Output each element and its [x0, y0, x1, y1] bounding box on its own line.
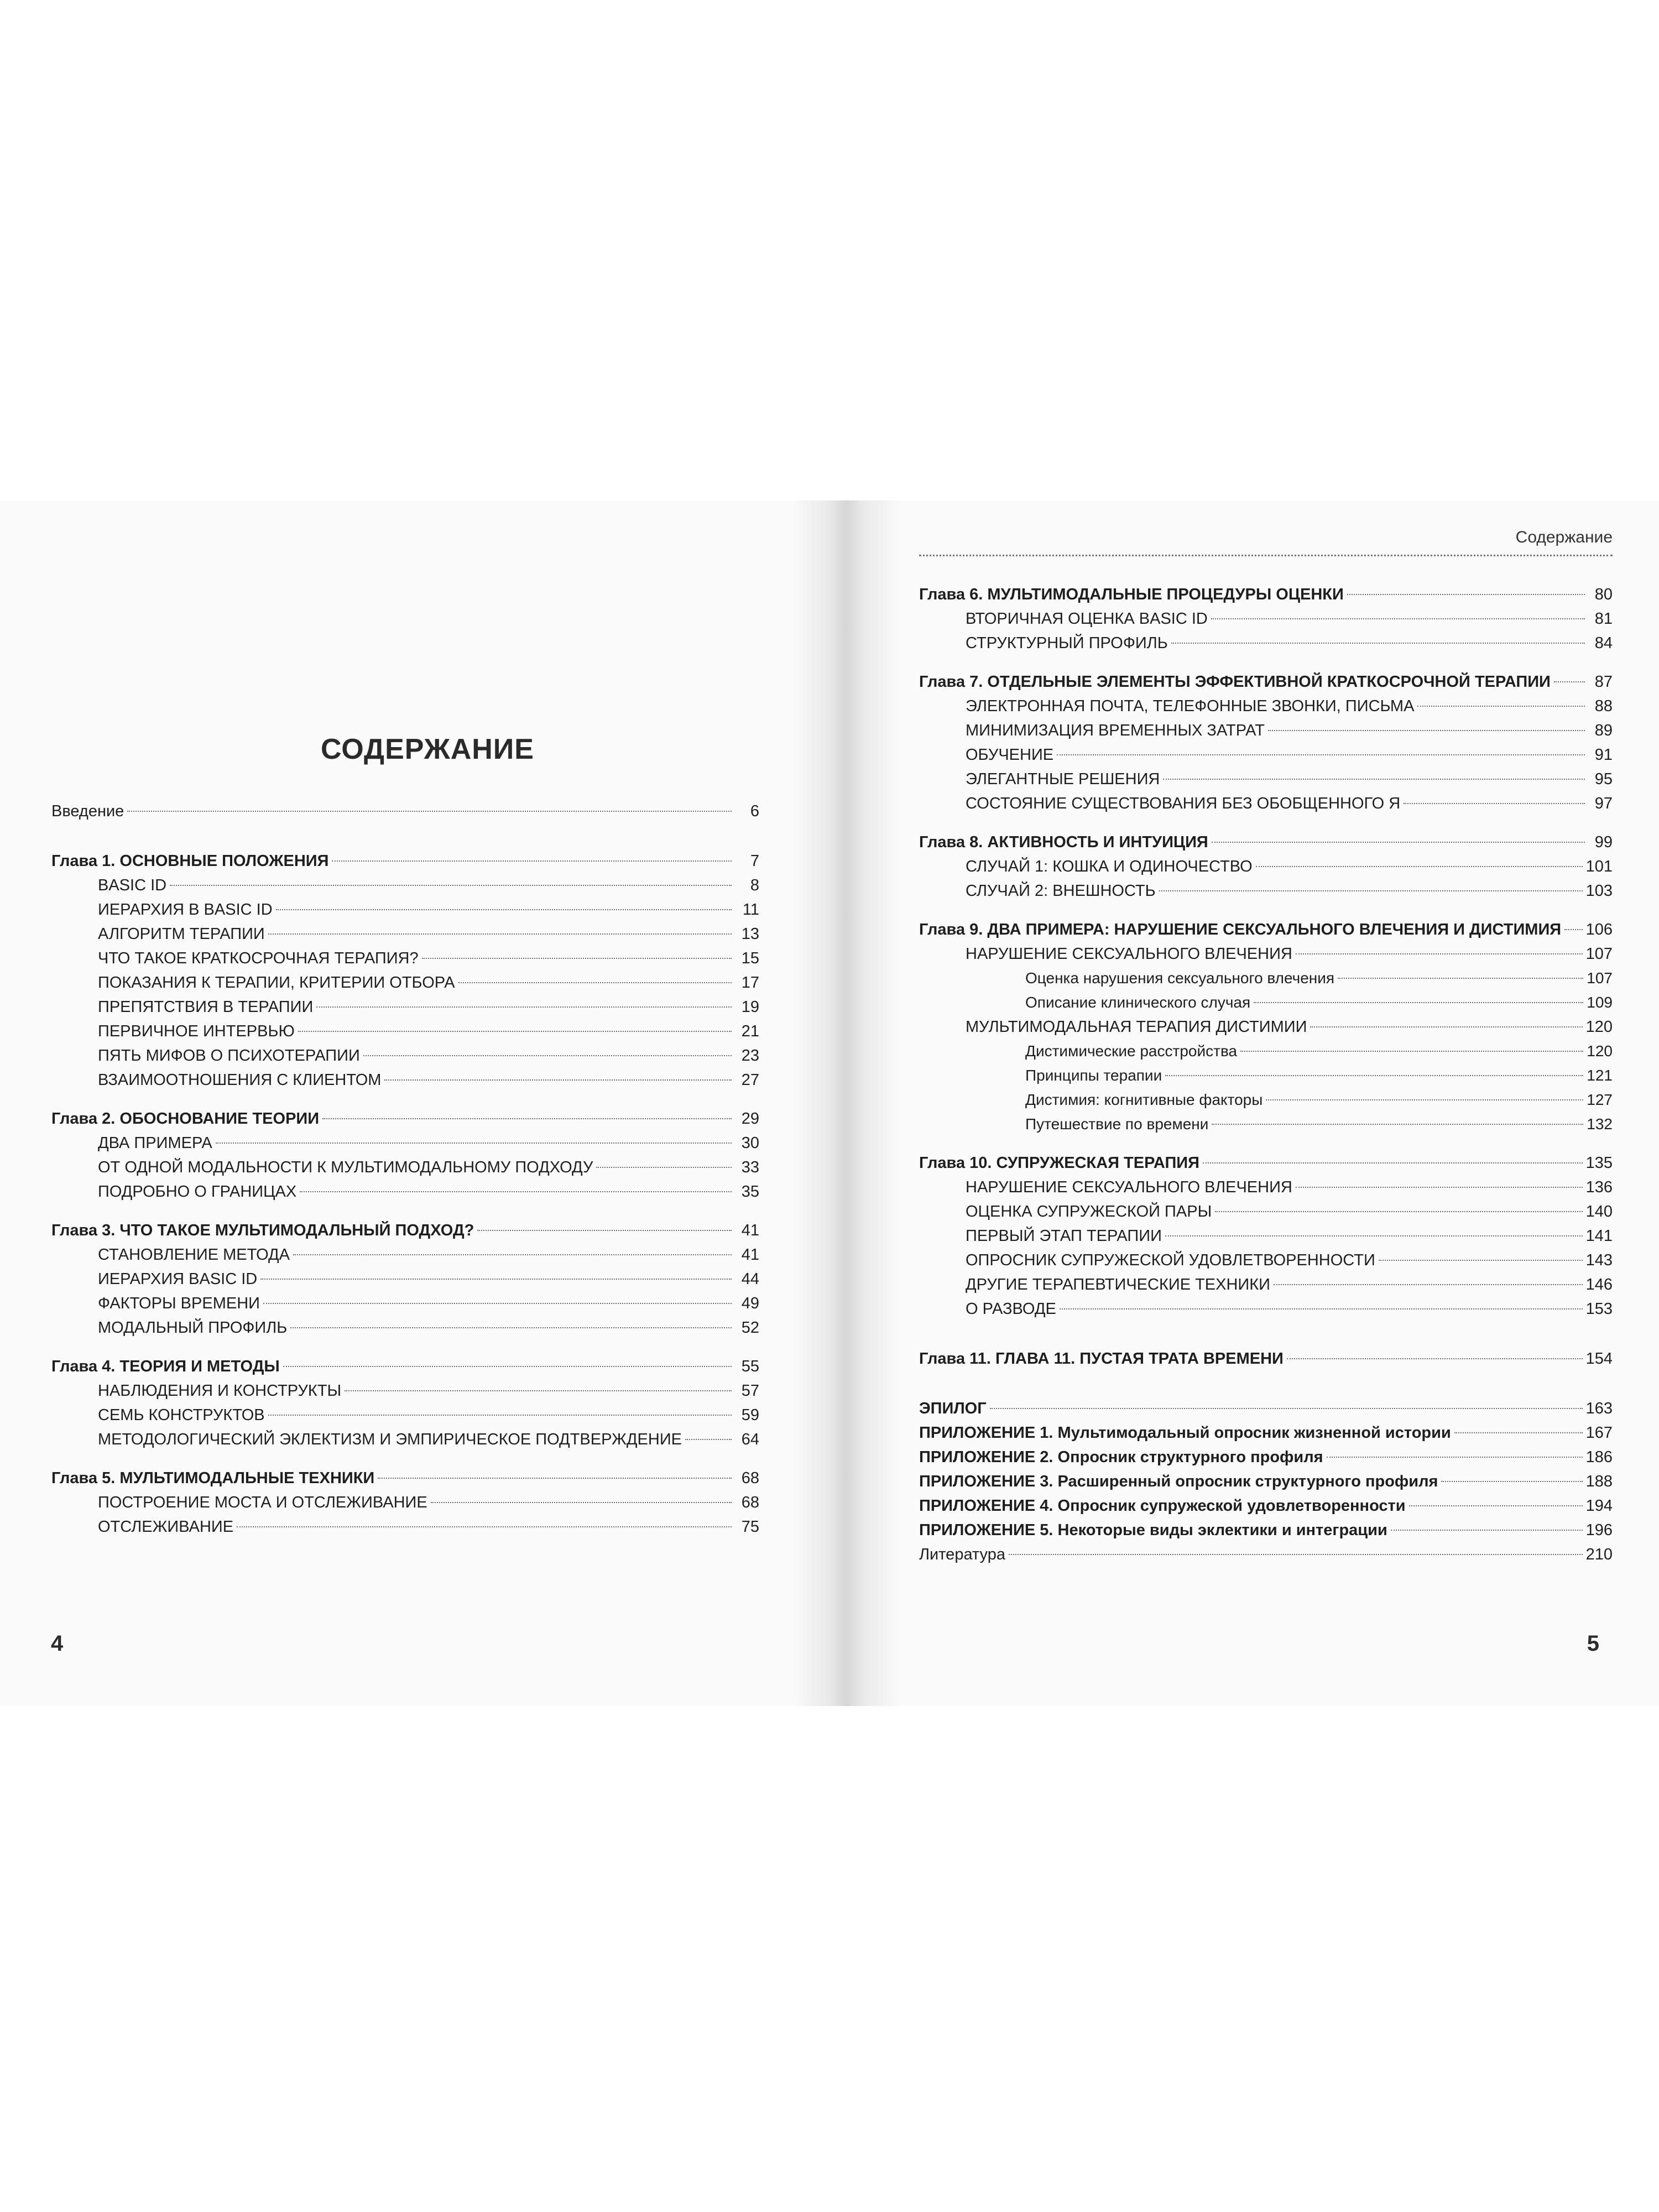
dot-leader — [290, 1327, 732, 1328]
toc-entry — [51, 1155, 759, 1180]
toc-entry-title: Дистимия: когнитивные факторы — [1025, 1091, 1263, 1108]
toc-entry-title: ПРИЛОЖЕНИЕ 4. Опросник супружеской удовлетворенности — [919, 1497, 1406, 1515]
toc-entry-title: ЧТО ТАКОЕ КРАТКОСРОЧНАЯ ТЕРАПИЯ? — [98, 950, 419, 967]
dot-leader — [1268, 730, 1585, 731]
toc-page-number: 57 — [741, 1382, 759, 1400]
toc-page-number: 210 — [1585, 1546, 1613, 1563]
toc-entry-title: МИНИМИЗАЦИЯ ВРЕМЕННЫХ ЗАТРАТ — [966, 722, 1265, 739]
toc-page-number: 107 — [1587, 969, 1613, 987]
toc-spacer — [51, 1092, 759, 1107]
toc-entry-title: ПРИЛОЖЕНИЕ 3. Расширенный опросник структурного профиля — [919, 1473, 1438, 1490]
toc-entry-title: ЭЛЕКТРОННАЯ ПОЧТА, ТЕЛЕФОННЫЕ ЗВОНКИ, ПИСЬМА — [966, 697, 1415, 715]
toc-entry-title: Принципы терапии — [1025, 1067, 1162, 1084]
dot-leader — [268, 933, 732, 935]
toc-page-number: 15 — [741, 950, 759, 967]
toc-page-number: 132 — [1587, 1115, 1613, 1133]
toc-entry — [51, 1068, 759, 1092]
dot-leader — [1564, 929, 1582, 930]
toc-entry-title: BASIC ID — [98, 877, 167, 894]
toc-entry-title: ПРЕПЯТСТВИЯ В ТЕРАПИИ — [98, 998, 314, 1016]
toc-chapter-entry — [919, 1494, 1613, 1518]
toc-page-number: 80 — [1594, 586, 1613, 603]
toc-entry-title: ПОСТРОЕНИЕ МОСТА И ОТСЛЕЖИВАНИЕ — [98, 1494, 427, 1511]
dot-leader — [170, 885, 732, 886]
page-title: СОДЕРЖАНИЕ — [321, 733, 534, 765]
toc-entry — [51, 946, 759, 971]
toc-chapter-entry — [919, 1421, 1613, 1445]
toc-entry — [919, 1224, 1613, 1248]
toc-entry — [919, 942, 1613, 966]
toc-entry-title: ДРУГИЕ ТЕРАПЕВТИЧЕСКИЕ ТЕХНИКИ — [966, 1276, 1271, 1293]
toc-entry-title: ИЕРАРХИЯ В BASIC ID — [98, 901, 273, 919]
dot-leader — [1165, 1235, 1583, 1237]
toc-page-number: 75 — [741, 1518, 759, 1536]
toc-entry-title: Путешествие по времени — [1025, 1115, 1209, 1133]
dot-leader — [1274, 1284, 1583, 1285]
dot-leader — [283, 1366, 732, 1367]
toc-entry — [919, 1039, 1613, 1063]
toc-entry — [919, 1088, 1613, 1112]
table-of-contents-right — [919, 582, 1613, 1567]
toc-entry-title: МУЛЬТИМОДАЛЬНАЯ ТЕРАПИЯ ДИСТИМИИ — [966, 1018, 1307, 1036]
toc-page-number: 120 — [1587, 1042, 1613, 1060]
dot-leader — [1454, 1432, 1583, 1433]
book-gutter — [791, 500, 901, 1706]
toc-chapter-entry — [51, 1107, 759, 1131]
toc-page-number: 91 — [1594, 746, 1613, 764]
page-number-right: 5 — [1587, 1631, 1599, 1656]
toc-chapter-entry — [51, 849, 759, 873]
toc-page-number: 109 — [1587, 994, 1613, 1011]
toc-page-number: 89 — [1594, 722, 1613, 739]
dot-leader — [1404, 803, 1585, 804]
dot-leader — [1409, 1505, 1583, 1506]
toc-entry — [919, 1272, 1613, 1297]
toc-chapter-entry — [919, 582, 1613, 607]
toc-entry — [51, 799, 759, 823]
toc-entry-title: СТАНОВЛЕНИЕ МЕТОДА — [98, 1246, 290, 1264]
toc-page-number: 163 — [1585, 1400, 1613, 1417]
running-head: Содержание — [1515, 528, 1613, 546]
toc-entry-title: ОТ ОДНОЙ МОДАЛЬНОСТИ К МУЛЬТИМОДАЛЬНОМУ ПОДХОДУ — [98, 1159, 593, 1176]
toc-entry-title: СЛУЧАЙ 1: КОШКА И ОДИНОЧЕСТВО — [966, 858, 1253, 875]
toc-page-number: 19 — [741, 998, 759, 1016]
toc-entry — [919, 1015, 1613, 1039]
dot-leader — [216, 1142, 732, 1144]
toc-entry-title: ПОКАЗАНИЯ К ТЕРАПИИ, КРИТЕРИИ ОТБОРА — [98, 974, 455, 992]
toc-entry-title: ПЯТЬ МИФОВ О ПСИХОТЕРАПИИ — [98, 1047, 360, 1065]
toc-entry — [51, 873, 759, 898]
toc-entry-title: Глава 6. МУЛЬТИМОДАЛЬНЫЕ ПРОЦЕДУРЫ ОЦЕНКИ — [919, 586, 1344, 603]
toc-spacer — [919, 1371, 1613, 1396]
toc-entry — [919, 1542, 1613, 1567]
toc-chapter-entry — [919, 917, 1613, 942]
toc-page-number: 68 — [741, 1469, 759, 1487]
toc-entry-title: Введение — [51, 802, 124, 820]
toc-page-number: 11 — [742, 901, 759, 919]
dot-leader — [1163, 779, 1585, 780]
toc-entry — [919, 1175, 1613, 1199]
toc-chapter-entry — [51, 1354, 759, 1379]
toc-spacer — [919, 1136, 1613, 1151]
toc-entry-title: Литература — [919, 1546, 1005, 1563]
toc-entry-title: ФАКТОРЫ ВРЕМЕНИ — [98, 1295, 260, 1312]
toc-chapter-entry — [919, 670, 1613, 694]
toc-page-number: 135 — [1585, 1154, 1613, 1172]
toc-entry-title: ПРИЛОЖЕНИЕ 5. Некоторые виды эклектики и интеграции — [919, 1521, 1387, 1539]
dot-leader — [1057, 754, 1585, 755]
toc-page-number: 101 — [1585, 858, 1613, 875]
toc-entry-title: МЕТОДОЛОГИЧЕСКИЙ ЭКЛЕКТИЗМ И ЭМПИРИЧЕСКОЕ ПОДТВЕРЖДЕНИЕ — [98, 1431, 682, 1448]
toc-page-number: 41 — [741, 1222, 759, 1239]
toc-entry-title: НАБЛЮДЕНИЯ И КОНСТРУКТЫ — [98, 1382, 342, 1400]
dot-leader — [1338, 978, 1583, 979]
toc-entry — [919, 631, 1613, 655]
toc-entry-title: Описание клинического случая — [1025, 994, 1251, 1011]
toc-page-number: 136 — [1585, 1178, 1613, 1196]
toc-entry-title: СЕМЬ КОНСТРУКТОВ — [98, 1406, 265, 1424]
toc-page-number: 140 — [1585, 1203, 1613, 1220]
page-number-left: 4 — [51, 1631, 64, 1656]
toc-entry — [919, 1297, 1613, 1321]
dot-leader — [1254, 1002, 1583, 1003]
toc-entry-title: Глава 9. ДВА ПРИМЕРА: НАРУШЕНИЕ СЕКСУАЛЬНОГО ВЛЕЧЕНИЯ И ДИСТИМИЯ — [919, 921, 1562, 938]
toc-entry-title: НАРУШЕНИЕ СЕКСУАЛЬНОГО ВЛЕЧЕНИЯ — [966, 945, 1292, 963]
toc-page-number: 35 — [741, 1183, 759, 1201]
toc-page-number: 17 — [741, 974, 759, 992]
dot-leader — [1165, 1075, 1583, 1076]
toc-entry-title: МОДАЛЬНЫЙ ПРОФИЛЬ — [98, 1319, 288, 1337]
toc-page-number: 87 — [1594, 673, 1613, 691]
toc-page-number: 188 — [1585, 1473, 1613, 1490]
dot-leader — [363, 1055, 732, 1056]
toc-page-number: 33 — [741, 1159, 759, 1176]
toc-entry — [51, 1243, 759, 1267]
toc-page-number: 107 — [1585, 945, 1613, 963]
toc-chapter-entry — [919, 1151, 1613, 1175]
toc-spacer — [919, 655, 1613, 670]
toc-entry — [51, 1379, 759, 1403]
dot-leader — [1060, 1308, 1583, 1310]
toc-entry — [51, 922, 759, 946]
toc-entry-title: СЛУЧАЙ 2: ВНЕШНОСТЬ — [966, 882, 1156, 900]
dot-leader — [1287, 1358, 1583, 1359]
toc-entry-title: СТРУКТУРНЫЙ ПРОФИЛЬ — [966, 634, 1168, 652]
toc-entry — [919, 966, 1613, 990]
toc-entry — [919, 1199, 1613, 1224]
left-page — [0, 500, 796, 1706]
toc-page-number: 95 — [1594, 770, 1613, 788]
dot-leader — [1441, 1481, 1582, 1482]
toc-page-number: 88 — [1594, 697, 1613, 715]
toc-page-number: 103 — [1585, 882, 1613, 900]
dot-leader — [431, 1502, 732, 1503]
dot-leader — [1159, 890, 1583, 891]
toc-entry — [51, 1316, 759, 1340]
toc-page-number: 146 — [1585, 1276, 1613, 1293]
toc-entry — [51, 1427, 759, 1452]
toc-entry — [51, 1019, 759, 1044]
toc-entry — [51, 1180, 759, 1204]
toc-spacer — [919, 1321, 1613, 1347]
toc-entry-title: ОТСЛЕЖИВАНИЕ — [98, 1518, 234, 1536]
toc-page-number: 194 — [1585, 1497, 1613, 1515]
toc-page-number: 186 — [1585, 1448, 1613, 1466]
header-rule — [919, 555, 1613, 556]
dot-leader — [1379, 1260, 1583, 1261]
toc-chapter-entry — [919, 1445, 1613, 1469]
toc-entry — [51, 1403, 759, 1427]
toc-page-number: 41 — [741, 1246, 759, 1264]
dot-leader — [458, 982, 732, 983]
toc-spacer — [51, 1340, 759, 1354]
dot-leader — [298, 1031, 732, 1032]
toc-page-number: 21 — [741, 1022, 759, 1040]
toc-chapter-entry — [919, 830, 1613, 854]
toc-chapter-entry — [51, 1218, 759, 1243]
dot-leader — [1171, 643, 1585, 644]
toc-entry-title: Дистимические расстройства — [1025, 1042, 1238, 1060]
toc-entry-title: Глава 3. ЧТО ТАКОЕ МУЛЬТИМОДАЛЬНЫЙ ПОДХОД? — [51, 1222, 474, 1239]
toc-entry-title: ПРИЛОЖЕНИЕ 1. Мультимодальный опросник жизненной истории — [919, 1424, 1451, 1442]
toc-entry — [51, 1131, 759, 1155]
toc-page-number: 97 — [1594, 795, 1613, 812]
toc-page-number: 29 — [741, 1110, 759, 1128]
dot-leader — [332, 860, 732, 862]
toc-entry-title: ПРИЛОЖЕНИЕ 2. Опросник структурного профиля — [919, 1448, 1323, 1466]
toc-entry — [51, 995, 759, 1019]
toc-entry — [51, 1267, 759, 1291]
toc-entry-title: Глава 4. ТЕОРИЯ И МЕТОДЫ — [51, 1358, 280, 1375]
toc-entry — [919, 1063, 1613, 1088]
toc-entry-title: ВТОРИЧНАЯ ОЦЕНКА BASIC ID — [966, 610, 1208, 628]
toc-page-number: 49 — [741, 1295, 759, 1312]
toc-page-number: 64 — [741, 1431, 759, 1448]
toc-entry — [51, 1515, 759, 1539]
toc-page-number: 44 — [741, 1270, 759, 1288]
toc-entry-title: ДВА ПРИМЕРА — [98, 1134, 212, 1152]
table-of-contents-left — [51, 799, 759, 1539]
dot-leader — [1211, 618, 1585, 619]
dot-leader — [685, 1439, 732, 1440]
toc-page-number: 153 — [1585, 1300, 1613, 1318]
toc-entry — [919, 854, 1613, 879]
toc-entry — [919, 718, 1613, 743]
toc-entry — [919, 791, 1613, 816]
toc-entry-title: ЭЛЕГАНТНЫЕ РЕШЕНИЯ — [966, 770, 1160, 788]
toc-entry-title: ЭПИЛОГ — [919, 1400, 987, 1417]
dot-leader — [345, 1390, 732, 1391]
dot-leader — [1327, 1457, 1583, 1458]
toc-entry-title: Оценка нарушения сексуального влечения — [1025, 969, 1335, 987]
dot-leader — [1296, 1187, 1583, 1188]
dot-leader — [378, 1478, 732, 1479]
toc-entry-title: СОСТОЯНИЕ СУЩЕСТВОВАНИЯ БЕЗ ОБОБЩЕННОГО Я — [966, 795, 1401, 812]
toc-entry-title: ВЗАИМООТНОШЕНИЯ С КЛИЕНТОМ — [98, 1071, 382, 1089]
dot-leader — [990, 1408, 1583, 1409]
dot-leader — [1203, 1162, 1583, 1164]
toc-page-number: 13 — [741, 925, 759, 943]
toc-page-number: 84 — [1594, 634, 1613, 652]
toc-page-number: 120 — [1585, 1018, 1613, 1036]
toc-spacer — [51, 823, 759, 849]
toc-entry-title: ПЕРВЫЙ ЭТАП ТЕРАПИИ — [966, 1227, 1162, 1245]
toc-entry-title: Глава 10. СУПРУЖЕСКАЯ ТЕРАПИЯ — [919, 1154, 1199, 1172]
dot-leader — [596, 1167, 732, 1168]
toc-page-number: 196 — [1585, 1521, 1613, 1539]
toc-entry — [51, 1490, 759, 1515]
toc-page-number: 127 — [1587, 1091, 1613, 1108]
dot-leader — [1256, 866, 1583, 867]
dot-leader — [477, 1230, 732, 1231]
dot-leader — [1240, 1051, 1583, 1052]
toc-chapter-entry — [919, 1347, 1613, 1371]
toc-entry-title: ПОДРОБНО О ГРАНИЦАХ — [98, 1183, 297, 1201]
toc-spacer — [51, 1204, 759, 1218]
toc-entry — [51, 1291, 759, 1316]
dot-leader — [316, 1006, 732, 1008]
toc-page-number: 7 — [750, 852, 759, 870]
toc-entry — [51, 1044, 759, 1068]
dot-leader — [263, 1303, 732, 1304]
toc-spacer — [51, 1452, 759, 1466]
toc-entry — [919, 990, 1613, 1015]
toc-page-number: 59 — [741, 1406, 759, 1424]
toc-entry-title: НАРУШЕНИЕ СЕКСУАЛЬНОГО ВЛЕЧЕНИЯ — [966, 1178, 1292, 1196]
toc-entry-title: Глава 1. ОСНОВНЫЕ ПОЛОЖЕНИЯ — [51, 852, 329, 870]
toc-page-number: 27 — [741, 1071, 759, 1089]
dot-leader — [127, 811, 732, 812]
dot-leader — [293, 1254, 732, 1255]
toc-entry — [919, 743, 1613, 767]
dot-leader — [260, 1279, 732, 1280]
toc-page-number: 99 — [1594, 833, 1613, 851]
toc-entry-title: ОБУЧЕНИЕ — [966, 746, 1054, 764]
toc-page-number: 52 — [741, 1319, 759, 1337]
dot-leader — [1212, 842, 1585, 843]
toc-spacer — [919, 903, 1613, 917]
toc-entry — [919, 879, 1613, 903]
toc-entry-title: АЛГОРИТМ ТЕРАПИИ — [98, 925, 265, 943]
toc-entry-title: Глава 8. АКТИВНОСТЬ И ИНТУИЦИЯ — [919, 833, 1208, 851]
toc-page-number: 30 — [741, 1134, 759, 1152]
toc-entry-title: ИЕРАРХИЯ BASIC ID — [98, 1270, 258, 1288]
dot-leader — [268, 1415, 732, 1416]
toc-page-number: 55 — [741, 1358, 759, 1375]
toc-entry — [919, 1112, 1613, 1136]
dot-leader — [1417, 706, 1585, 707]
toc-entry-title: Глава 5. МУЛЬТИМОДАЛЬНЫЕ ТЕХНИКИ — [51, 1469, 375, 1487]
dot-leader — [384, 1079, 732, 1081]
toc-entry-title: Глава 2. ОБОСНОВАНИЕ ТЕОРИИ — [51, 1110, 320, 1128]
toc-page-number: 81 — [1594, 610, 1613, 628]
toc-page-number: 143 — [1585, 1251, 1613, 1269]
dot-leader — [300, 1191, 732, 1192]
book-spread — [0, 500, 1659, 1706]
toc-page-number: 141 — [1585, 1227, 1613, 1245]
toc-chapter-entry — [919, 1518, 1613, 1542]
toc-chapter-entry — [51, 1466, 759, 1490]
dot-leader — [237, 1526, 732, 1527]
toc-entry-title: ОЦЕНКА СУПРУЖЕСКОЙ ПАРЫ — [966, 1203, 1212, 1220]
dot-leader — [422, 958, 732, 959]
dot-leader — [276, 909, 732, 910]
dot-leader — [1296, 953, 1583, 954]
toc-page-number: 121 — [1587, 1067, 1613, 1084]
toc-page-number: 8 — [750, 877, 759, 894]
toc-entry-title: ОПРОСНИК СУПРУЖЕСКОЙ УДОВЛЕТВОРЕННОСТИ — [966, 1251, 1375, 1269]
toc-page-number: 106 — [1585, 921, 1613, 938]
dot-leader — [1347, 594, 1585, 595]
dot-leader — [1266, 1099, 1583, 1100]
toc-page-number: 68 — [741, 1494, 759, 1511]
toc-page-number: 6 — [750, 802, 759, 820]
toc-entry — [919, 607, 1613, 631]
dot-leader — [322, 1118, 732, 1119]
toc-spacer — [919, 816, 1613, 830]
toc-page-number: 167 — [1585, 1424, 1613, 1442]
toc-entry — [919, 1248, 1613, 1272]
dot-leader — [1310, 1026, 1582, 1027]
dot-leader — [1212, 1124, 1583, 1125]
dot-leader — [1391, 1530, 1583, 1531]
dot-leader — [1215, 1211, 1582, 1212]
toc-entry-title: Глава 11. ГЛАВА 11. ПУСТАЯ ТРАТА ВРЕМЕНИ — [919, 1350, 1284, 1368]
toc-entry — [919, 694, 1613, 718]
toc-chapter-entry — [919, 1396, 1613, 1421]
toc-entry — [51, 898, 759, 922]
right-page — [896, 500, 1659, 1706]
toc-entry-title: Глава 7. ОТДЕЛЬНЫЕ ЭЛЕМЕНТЫ ЭФФЕКТИВНОЙ КРАТКОСРОЧНОЙ ТЕРАПИИ — [919, 673, 1551, 691]
toc-entry — [51, 971, 759, 995]
toc-chapter-entry — [919, 1469, 1613, 1494]
toc-page-number: 154 — [1585, 1350, 1613, 1368]
toc-page-number: 23 — [741, 1047, 759, 1065]
dot-leader — [1009, 1554, 1583, 1555]
toc-entry — [919, 767, 1613, 791]
toc-entry-title: ПЕРВИЧНОЕ ИНТЕРВЬЮ — [98, 1022, 295, 1040]
dot-leader — [1554, 681, 1585, 682]
toc-entry-title: О РАЗВОДЕ — [966, 1300, 1056, 1318]
